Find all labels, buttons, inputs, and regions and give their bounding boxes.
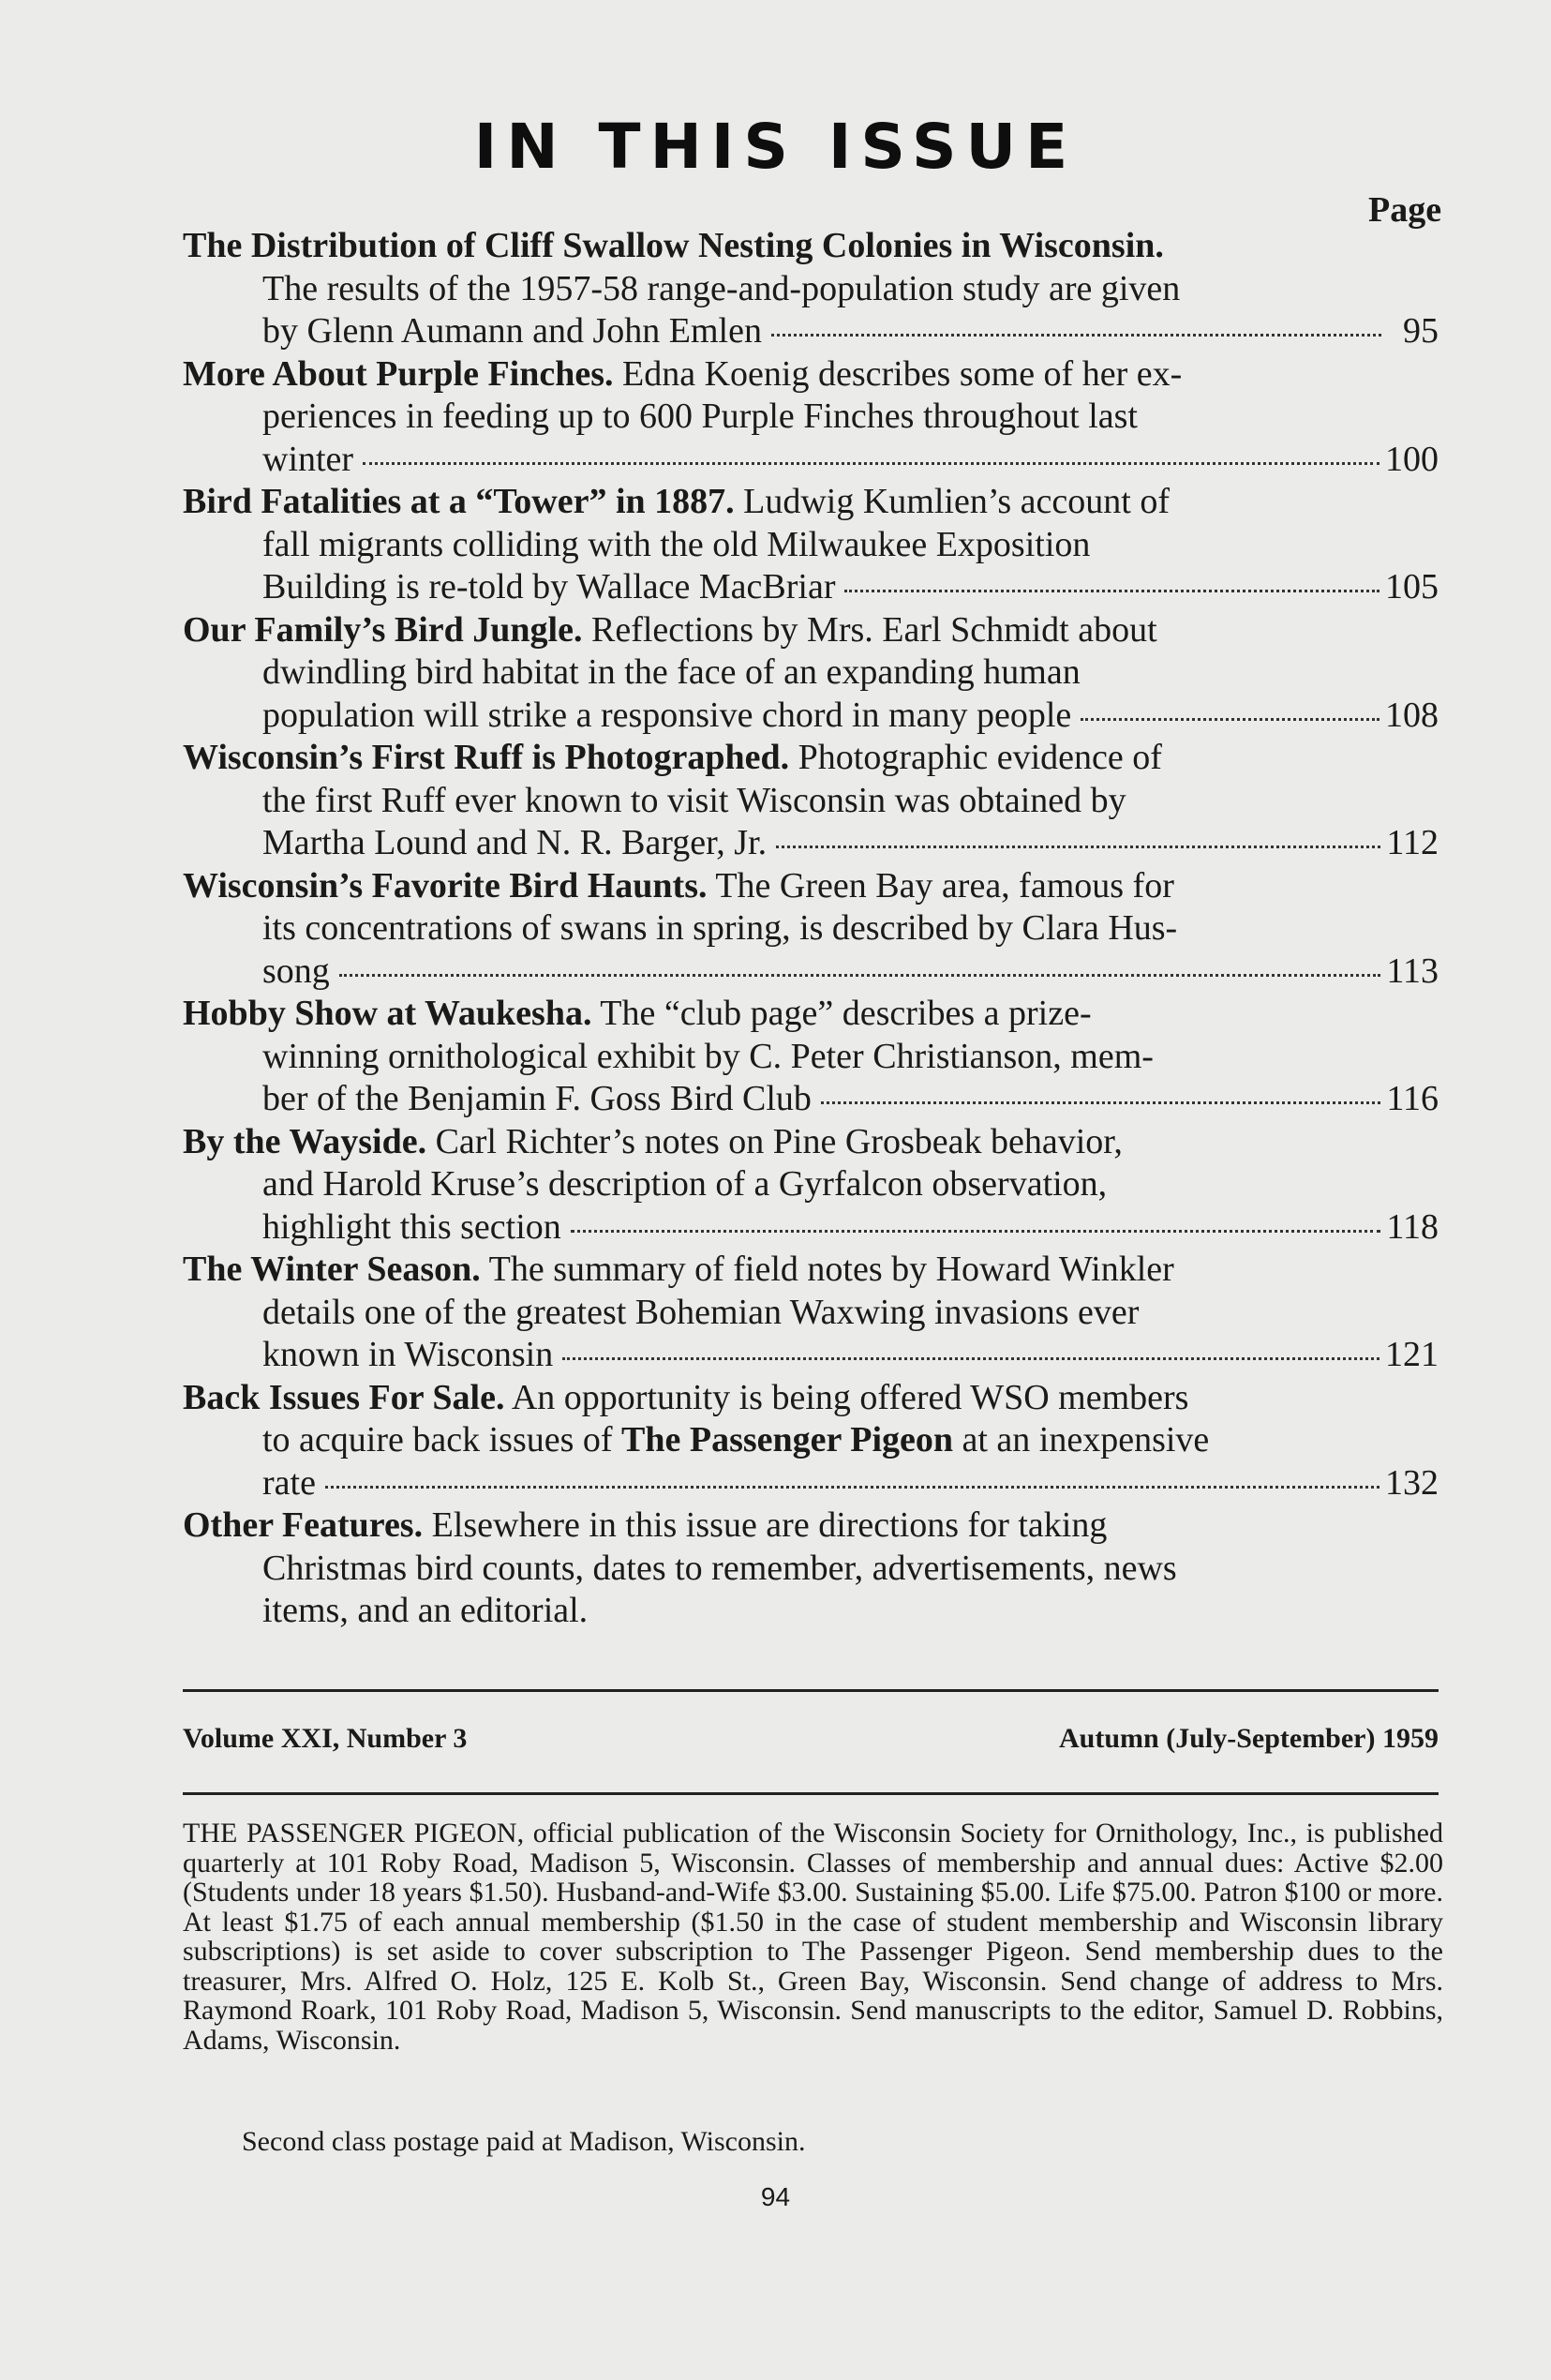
dot-leader: [844, 590, 1379, 592]
toc-entry-text: items, and an editorial.: [262, 1591, 589, 1630]
dot-leader: [571, 1230, 1381, 1233]
dot-leader: [776, 846, 1380, 848]
toc-entry-text: Photographic evidence of: [789, 738, 1162, 777]
dot-leader: [1081, 718, 1379, 721]
toc-entry-text: Christmas bird counts, dates to remember, advertisements, news: [262, 1548, 1177, 1588]
toc-entry-text: ber of the Benjamin F. Goss Bird Club: [262, 1079, 812, 1118]
dot-leader: [821, 1101, 1380, 1104]
divider-rule: [183, 1689, 1439, 1692]
toc-page-number: 108: [1385, 695, 1439, 735]
toc-entry: [183, 993, 1439, 1121]
toc-entry-text: highlight this section: [262, 1206, 561, 1247]
dot-leader: [363, 462, 1379, 465]
toc-entry-last-line: [183, 310, 1439, 353]
toc-entry-text: Reflections by Mrs. Earl Schmidt about: [582, 609, 1157, 650]
toc-entry-text: An opportunity is being offered WSO members: [504, 1377, 1189, 1417]
toc-entry-text: Elsewhere in this issue are directions for taking: [423, 1505, 1108, 1545]
toc-entry-last-line: [183, 695, 1439, 738]
toc-entry-other-features: [183, 1504, 1439, 1633]
toc-entry-last-line: [183, 1078, 1439, 1121]
toc-entry: [183, 353, 1439, 482]
toc-entry-text: fall migrants colliding with the old Milwaukee Exposition: [262, 524, 1091, 564]
dot-leader: [771, 334, 1381, 337]
toc-entry-first-line: [183, 737, 1439, 780]
toc-entry-text: Edna Koenig describes some of her ex-: [613, 353, 1183, 394]
toc-entry-last-line: [183, 951, 1439, 994]
toc-entry: [183, 737, 1439, 865]
toc-entry: [183, 1121, 1439, 1250]
toc-entry-text: at an inexpensive: [953, 1420, 1210, 1459]
toc-entry-text: to acquire back issues of: [262, 1420, 622, 1459]
toc-entry-text: song: [262, 951, 330, 991]
toc-entry: [183, 865, 1439, 994]
toc-entry-title: By the Wayside.: [183, 1121, 427, 1161]
toc-page-number: 112: [1386, 823, 1439, 862]
toc-entry-text: [183, 1419, 1378, 1462]
toc-entry-text: population will strike a responsive chord in many people: [262, 695, 1072, 735]
toc-entry-text: Carl Richter’s notes on Pine Grosbeak behavior,: [426, 1121, 1123, 1161]
toc-entry-text: Building is re-told by Wallace MacBriar: [262, 567, 836, 606]
toc-entry-last-line: [183, 1462, 1439, 1505]
toc-entry-text: The “club page” describes a prize-: [591, 994, 1092, 1033]
toc-entry-text: Martha Lound and N. R. Barger, Jr.: [262, 823, 768, 862]
dot-leader: [339, 974, 1381, 977]
toc-entry: [183, 225, 1439, 353]
toc-page-number: 113: [1386, 951, 1439, 991]
volume-line: [183, 1723, 1439, 1755]
toc-entry-first-line: [183, 993, 1439, 1036]
toc-entry-first-line: [183, 1249, 1439, 1292]
toc-entry-last-line: [183, 822, 1439, 865]
toc-entry-first-line: [183, 353, 1439, 397]
toc-entry-text: its concentrations of swans in spring, is described by Clara Hus-: [262, 908, 1178, 948]
toc-page-number: 95: [1403, 311, 1439, 351]
toc-entry-text: rate: [262, 1462, 316, 1503]
toc-entry-title: The Distribution of Cliff Swallow Nesting Colonies in Wisconsin.: [183, 226, 1164, 265]
postage-note: Second class postage paid at Madison, Wisconsin.: [242, 2126, 806, 2157]
toc-page-number: 121: [1385, 1335, 1439, 1374]
toc-entry-text: periences in feeding up to 600 Purple Finches throughout last: [262, 397, 1138, 436]
toc-entry-text: winning ornithological exhibit by C. Peter Christianson, mem-: [262, 1036, 1154, 1076]
toc-entry-title: The Winter Season.: [183, 1250, 481, 1289]
toc-entry-text: The Green Bay area, famous for: [707, 865, 1174, 906]
journal-title: The Passenger Pigeon: [621, 1420, 953, 1459]
toc-page-number: 116: [1386, 1079, 1439, 1118]
toc-entry-text: the first Ruff ever known to visit Wisconsin was obtained by: [262, 780, 1126, 820]
toc-entry-text: winter: [262, 439, 354, 479]
toc-entry-title: Wisconsin’s First Ruff is Photographed.: [183, 738, 790, 777]
toc-entry-text: The summary of field notes by Howard Winkler: [480, 1250, 1174, 1289]
toc-entry-first-line: [183, 865, 1439, 908]
toc-entry-text: details one of the greatest Bohemian Waxwing invasions ever: [262, 1292, 1140, 1332]
toc-entry-first-line: [183, 1377, 1439, 1420]
toc-entry-first-line: [183, 481, 1439, 524]
divider-rule: [183, 1792, 1439, 1795]
toc-entry-first-line: [183, 609, 1439, 652]
dot-leader: [325, 1486, 1379, 1489]
toc-entry: [183, 481, 1439, 609]
toc-entry-text: known in Wisconsin: [262, 1335, 554, 1374]
toc-entry-text: Ludwig Kumlien’s account of: [734, 482, 1170, 521]
toc-entry: [183, 609, 1439, 738]
toc-entry: [183, 1377, 1439, 1505]
dot-leader: [562, 1357, 1379, 1360]
toc-entry-text: dwindling bird habitat in the face of an expanding human: [262, 652, 1081, 692]
toc-entry-title: Wisconsin’s Favorite Bird Haunts.: [183, 865, 708, 906]
toc-entry-title: More About Purple Finches.: [183, 353, 614, 394]
toc-entry-first-line: [183, 1504, 1439, 1548]
toc-entry-first-line: [183, 1121, 1439, 1164]
page-title: IN THIS ISSUE: [473, 111, 1078, 183]
toc-entry-last-line: [183, 566, 1439, 609]
toc-page-number: 118: [1386, 1206, 1439, 1247]
toc-entry-title: Back Issues For Sale.: [183, 1377, 505, 1417]
toc-entry-text: and Harold Kruse’s description of a Gyrfalcon observation,: [262, 1164, 1108, 1204]
toc-entry: [183, 1249, 1439, 1377]
toc-entry-text: by Glenn Aumann and John Emlen: [262, 311, 762, 351]
toc-entry-last-line: [183, 1334, 1439, 1377]
toc-entry-title: Bird Fatalities at a “Tower” in 1887.: [183, 482, 735, 521]
toc-entry-title: Our Family’s Bird Jungle.: [183, 609, 583, 650]
toc-page-number: 105: [1385, 567, 1439, 606]
volume-number: Volume XXI, Number 3: [183, 1723, 468, 1754]
toc-entry-title: Hobby Show at Waukesha.: [183, 994, 592, 1033]
issue-date: Autumn (July-September) 1959: [1059, 1723, 1439, 1754]
page-number: 94: [760, 2182, 791, 2211]
toc-entry-last-line: [183, 439, 1439, 482]
page-column-label: Page: [1368, 190, 1442, 230]
publication-info: THE PASSENGER PIGEON, official publication of the Wisconsin Society for Ornithology, Inc., is published quarterly at 101 Roby Road, Madison 5, Wisconsin. Classes of membership and annual dues: Active $2.00 (Students under 18 years $1.50). Husband-and-Wife $3.00. Sustaining $5.00. Life $75.00. Patron $100 or more. At least $1.75 of each annual membership ($1.50 in the case of student membership and Wisconsin library subscriptions) is set aside to cover subscription to The Passenger Pigeon. Send membership dues to the treasurer, Mrs. Alfred O. Holz, 125 E. Kolb St., Green Bay, Wisconsin. Send change of address to Mrs. Raymond Roark, 101 Roby Road, Madison 5, Wisconsin. Send manuscripts to the editor, Samuel D. Robbins, Adams, Wisconsin.: [183, 1818, 1443, 2056]
toc-entry-title: Other Features.: [183, 1505, 424, 1545]
table-of-contents: [183, 225, 1439, 1633]
toc-page-number: 100: [1385, 439, 1439, 479]
toc-entry-text: The results of the 1957-58 range-and-population study are given: [262, 268, 1181, 308]
toc-entry-first-line: [183, 225, 1439, 268]
toc-entry-last-line: [183, 1206, 1439, 1250]
toc-page-number: 132: [1385, 1462, 1439, 1503]
